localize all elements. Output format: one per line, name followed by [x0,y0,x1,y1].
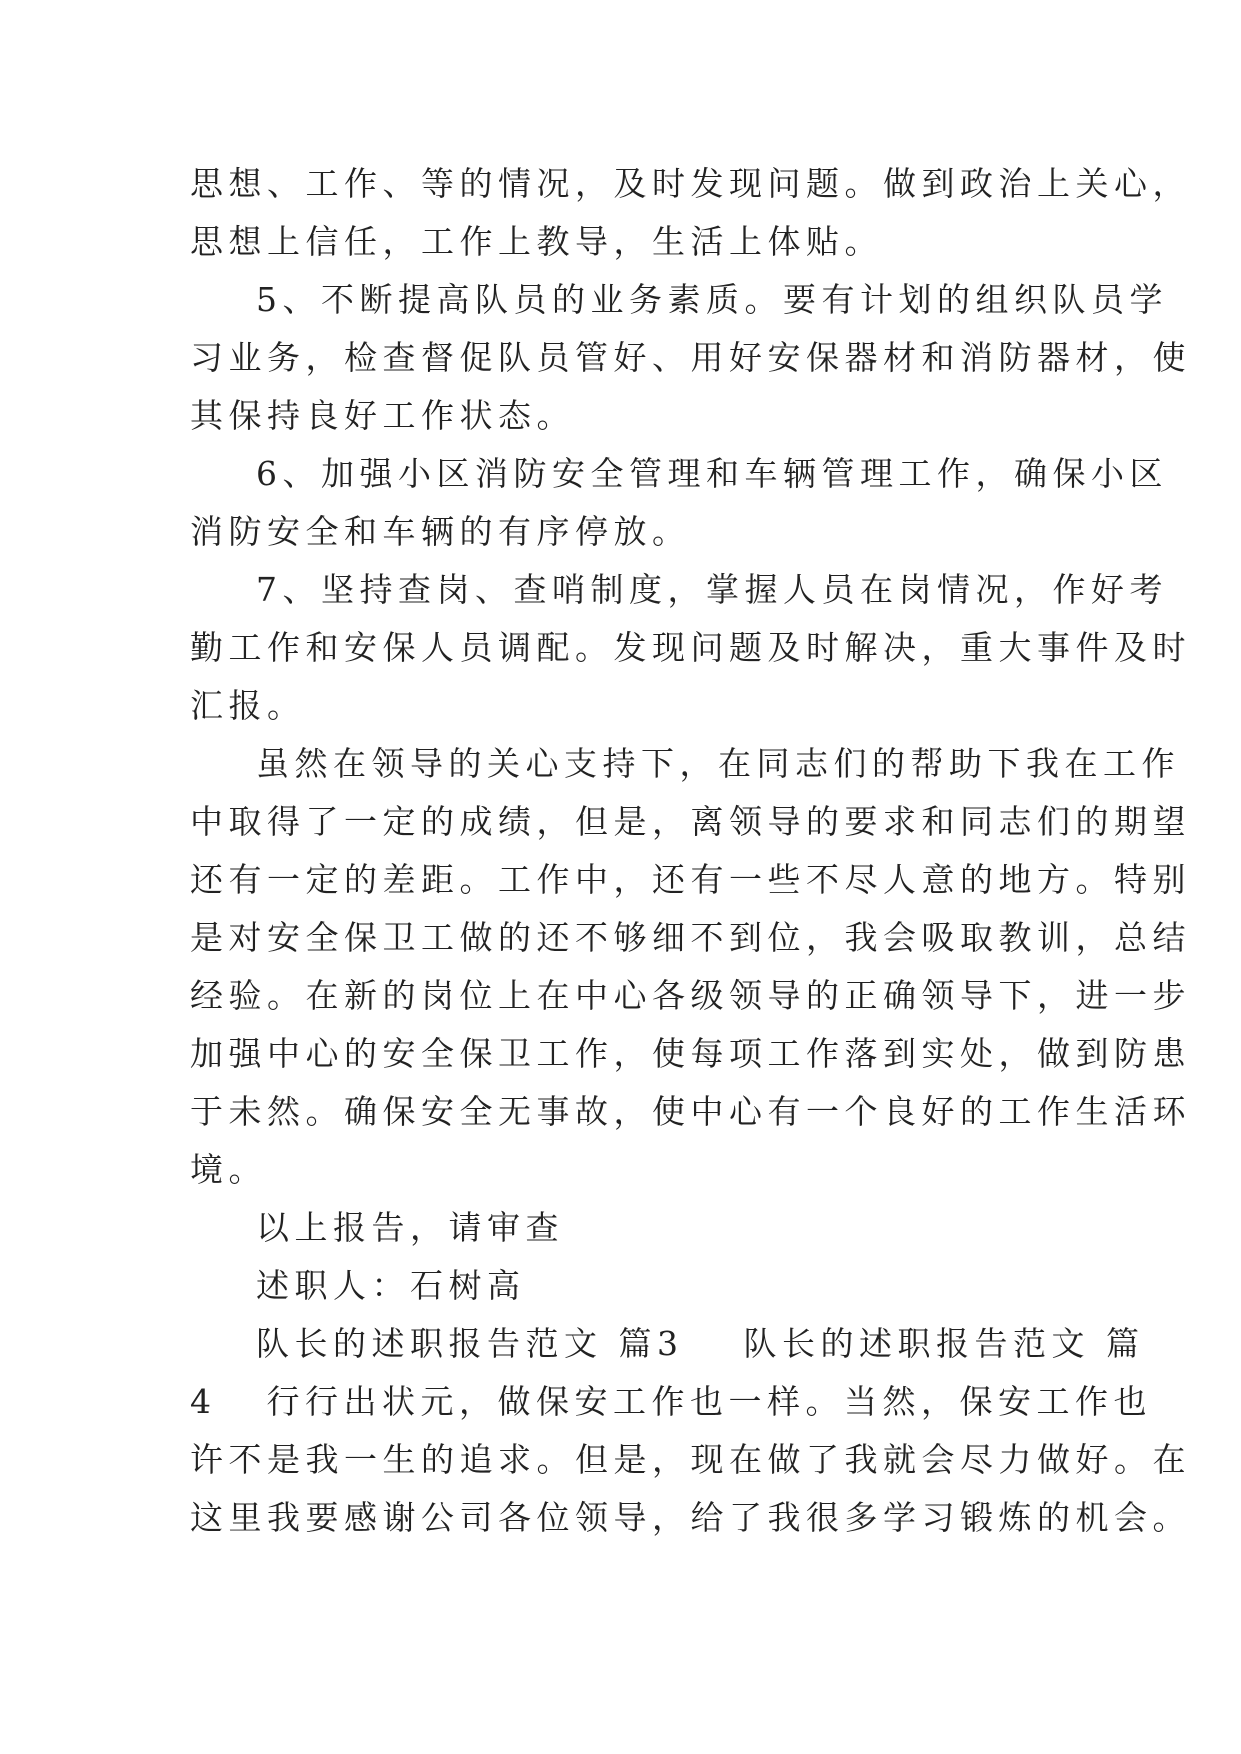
text-line: 许不是我一生的追求。但是，现在做了我就会尽力做好。在 [190,1440,1191,1479]
text-line: 是对安全保卫工做的还不够细不到位，我会吸取教训，总结 [190,918,1191,957]
text-line: 这里我要感谢公司各位领导，给了我很多学习锻炼的机会。 [190,1498,1191,1537]
text-line: 加强中心的安全保卫工作，使每项工作落到实处，做到防患 [190,1034,1191,1073]
text-line: 于未然。确保安全无事故，使中心有一个良好的工作生活环 [190,1092,1191,1131]
text-line: 消防安全和车辆的有序停放。 [190,512,691,551]
text-line: 思想上信任，工作上教导，生活上体贴。 [190,222,883,261]
text-line: 5、不断提高队员的业务素质。要有计划的组织队员学 [256,280,1168,319]
text-line: 习业务，检查督促队员管好、用好安保器材和消防器材，使 [190,338,1191,377]
section-heading-line [190,1315,1145,1373]
text-line: 还有一定的差距。工作中，还有一些不尽人意的地方。特别 [190,860,1191,899]
text-line: 其保持良好工作状态。 [190,396,575,435]
section-opening-text: 行行出状元，做保安工作也一样。当然，保安工作也 [266,1382,1152,1421]
text-line: 勤工作和安保人员调配。发现问题及时解决，重大事件及时 [190,628,1191,667]
text-line: 汇报。 [190,686,306,725]
text-line: 经验。在新的岗位上在中心各级领导的正确领导下，进一步 [190,976,1191,1015]
text-line: 7、坚持查岗、查哨制度，掌握人员在岗情况，作好考 [256,570,1168,609]
text-line: 思想、工作、等的情况，及时发现问题。做到政治上关心， [190,164,1191,203]
section-heading-3: 队长的述职报告范文 篇3 [256,1324,684,1363]
text-line: 境。 [190,1150,267,1189]
text-line: 述职人：石树高 [256,1266,526,1305]
text-line: 6、加强小区消防安全管理和车辆管理工作，确保小区 [256,454,1168,493]
continuation-line [190,1373,1152,1431]
body-text [190,155,1191,1547]
text-line: 中取得了一定的成绩，但是，离领导的要求和同志们的期望 [190,802,1191,841]
text-line: 以上报告，请审查 [256,1208,564,1247]
section-heading-4: 队长的述职报告范文 篇 [743,1324,1145,1363]
section-number: 4 [190,1382,217,1421]
text-line: 虽然在领导的关心支持下，在同志们的帮助下我在工作 [256,744,1180,783]
